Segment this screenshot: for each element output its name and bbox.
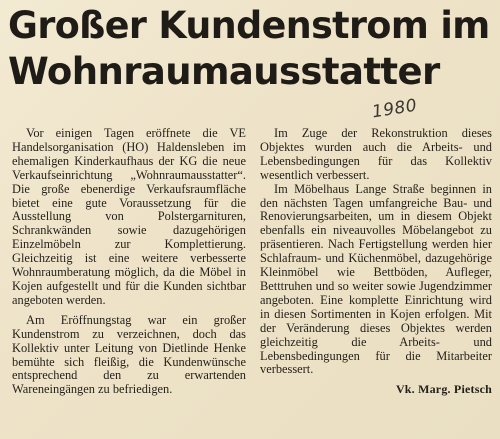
handwritten-year: 1980 — [370, 95, 419, 123]
headline-line-1: Großer Kundenstrom im — [8, 4, 490, 47]
article-paragraph: Am Eröffnungstag war ein großer Kundenstrom zu verzeichnen, doch das Kollektiv unter Leitung von Dietlinde Henke bemühte sich fleißig, die Kundenwünsche entsprechend den zu erwartenden Wareneingängen zu befriedigen. — [12, 312, 246, 397]
article-headline — [8, 3, 492, 95]
article-author: Vk. Marg. Pietsch — [395, 382, 492, 397]
article-paragraph: Im Zuge der Rekonstruktion dieses Objektes wurden auch die Arbeits- und Lebensbedingungen für das Kollektiv wesentlich verbessert. — [260, 126, 492, 182]
article-paragraph: Im Möbelhaus Lange Straße beginnen in den nächsten Tagen umfangreiche Bau- und Renovierungsarbeiten, um in diesem Objekt ebenfalls ein niveauvolles Möbelangebot zu präsentieren. Nach Fertigstellung werden hier Schlafraum- und Küchenmöbel, dazugehörige Kleinmöbel wie Bettböden, Aufleger, Betttruhen und so weiter sowie Jugendzimmer angeboten. Eine komplette Einrichtung wird in diesen Sortimenten in Kojen erfolgen. Mit der Veränderung dieses Objektes werden gleichzeitig die Arbeits- und Lebensbedingungen für die Mitarbeiter verbessert. — [260, 181, 492, 377]
article-column-right — [260, 127, 492, 397]
article-column-left — [12, 127, 246, 397]
article-paragraph: Vor einigen Tagen eröffnete die VE Handelsorganisation (HO) Haldensleben im ehemaligen Kinderkaufhaus der KG die neue Verkaufseinrichtung „Wohnraumausstatter“. Die große ebenerdige Verkaufsraumfläche bietet eine gute Voraussetzung für die Ausstellung von Polstergarnituren, Schrankwänden sowie dazugehörigen Einzelmöbeln zur Komplettierung. Gleichzeitig ist eine weitere verbesserte Wohnraumberatung möglich, da die Möbel in Kojen aufgestellt und für die Kunden sichtbar angeboten werden. — [12, 126, 246, 307]
headline-line-2: Wohnraumausstatter — [8, 50, 440, 93]
